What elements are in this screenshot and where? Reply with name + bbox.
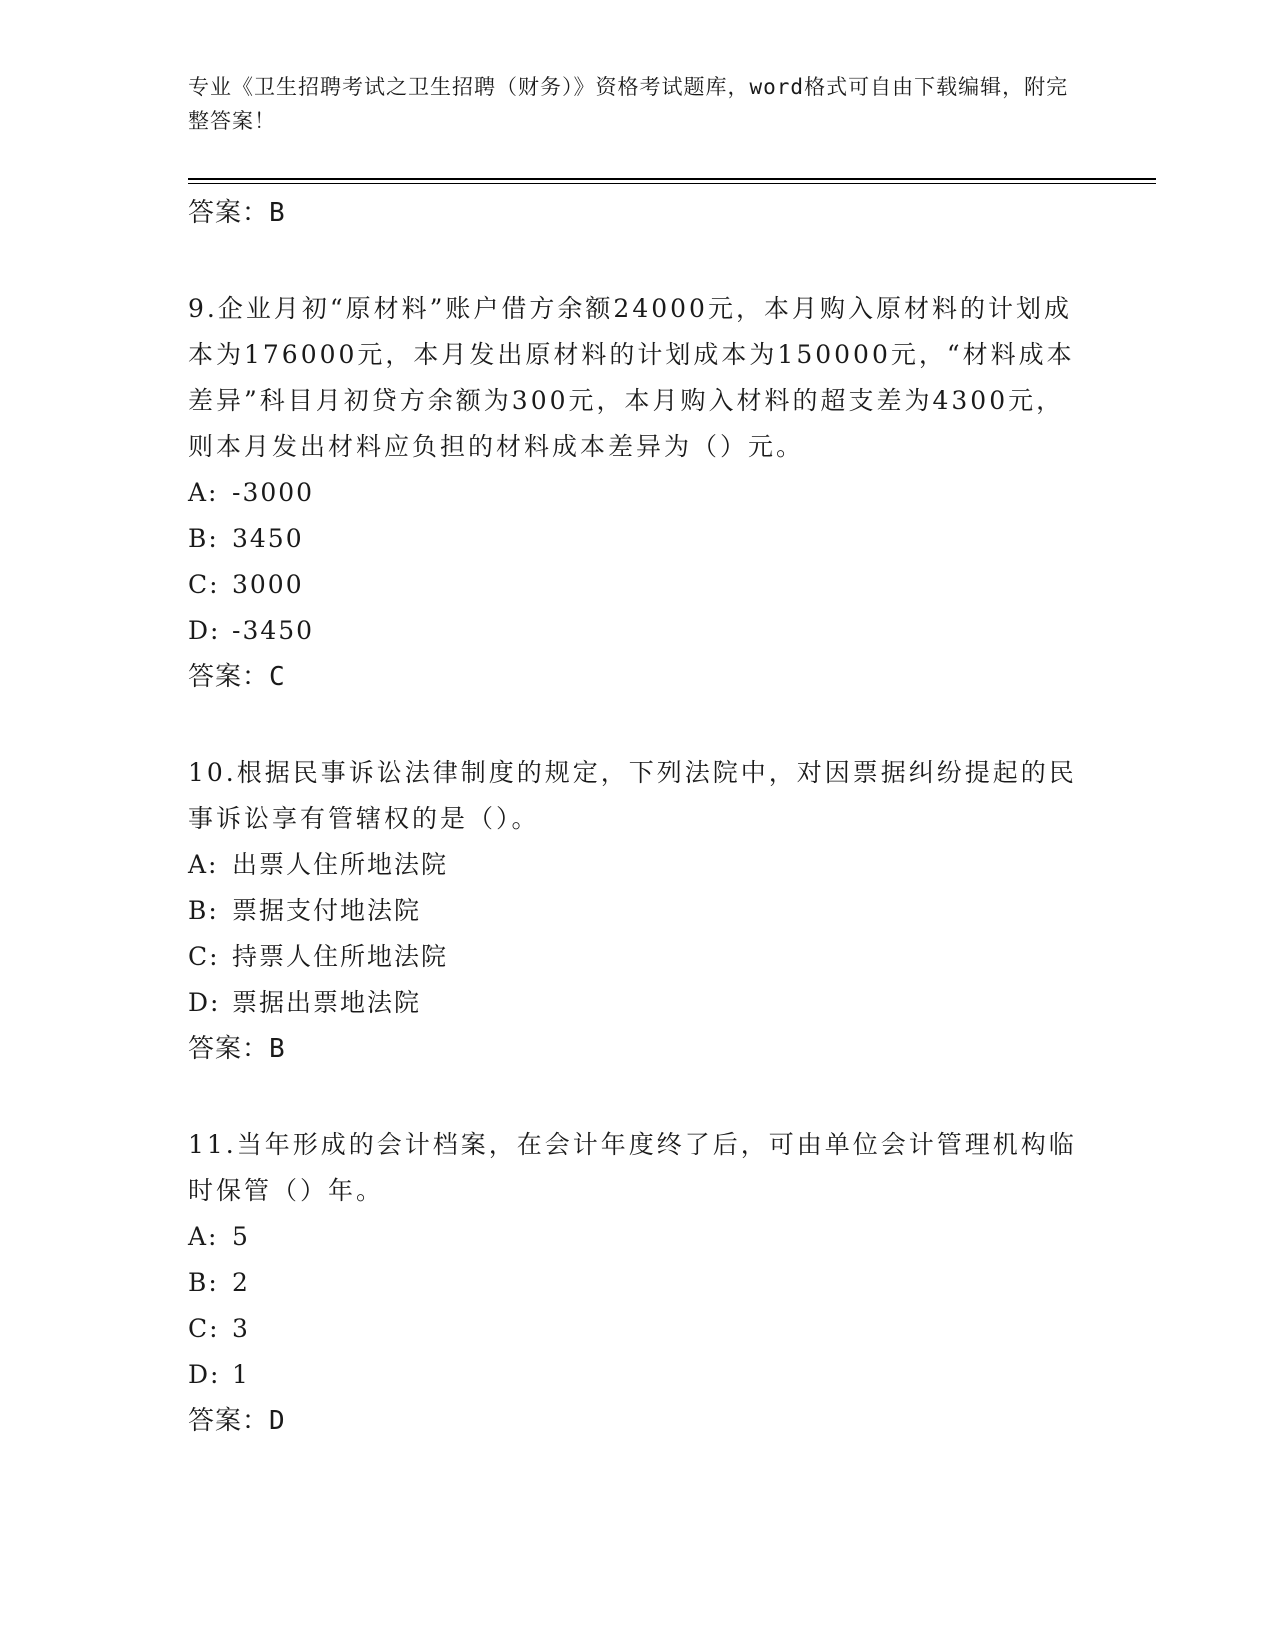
question-block [188, 1122, 1088, 1444]
option-item [188, 842, 1088, 888]
question-block [188, 286, 1088, 700]
option-value: 出票人住所地法院 [232, 850, 449, 879]
option-key: B: [188, 896, 219, 925]
option-item [188, 516, 1088, 562]
option-item [188, 1352, 1088, 1398]
header-rule-thin [188, 183, 1156, 184]
document-header: 专业《卫生招聘考试之卫生招聘（财务）》资格考试题库，word格式可自由下载编辑，附完整答案！ [188, 75, 1069, 133]
option-key: C: [188, 1314, 220, 1343]
option-key: A: [188, 478, 219, 507]
option-key: B: [188, 1268, 219, 1297]
option-item [188, 980, 1088, 1026]
option-item [188, 1306, 1088, 1352]
answer-line: 答案：C [188, 662, 286, 692]
answer-line: 答案：B [188, 198, 286, 228]
option-value: 票据支付地法院 [232, 896, 422, 925]
option-value: 3000 [232, 570, 304, 599]
option-value: 3450 [232, 524, 304, 553]
option-key: A: [188, 850, 219, 879]
option-item [188, 888, 1088, 934]
question-list [188, 190, 1088, 1444]
header-rule-thick [188, 178, 1156, 180]
answer-line: 答案：B [188, 1034, 286, 1064]
option-item [188, 1260, 1088, 1306]
option-key: C: [188, 570, 220, 599]
option-key: C: [188, 942, 220, 971]
option-item [188, 562, 1088, 608]
question-text: 11.当年形成的会计档案，在会计年度终了后，可由单位会计管理机构临时保管（）年。 [188, 1130, 1077, 1205]
option-value: -3450 [232, 616, 315, 645]
question-text: 10.根据民事诉讼法律制度的规定，下列法院中，对因票据纠纷提起的民事诉讼享有管辖权的是（）。 [188, 758, 1077, 833]
option-value: 票据出票地法院 [232, 988, 422, 1017]
option-value: 持票人住所地法院 [232, 942, 449, 971]
option-item [188, 470, 1088, 516]
option-key: D: [188, 988, 221, 1017]
option-value: 5 [232, 1222, 250, 1251]
question-block [188, 750, 1088, 1072]
option-key: D: [188, 1360, 221, 1389]
option-value: 1 [232, 1360, 250, 1389]
option-item [188, 1214, 1088, 1260]
question-text: 9.企业月初“原材料”账户借方余额24000元，本月购入原材料的计划成本为176000元，本月发出原材料的计划成本为150000元，“材料成本差异”科目月初贷方余额为300元，本月购入材料的超支差为4300元，则本月发出材料应负担的材料成本差异为（）元。 [188, 294, 1075, 461]
option-value: 2 [232, 1268, 250, 1297]
option-key: A: [188, 1222, 219, 1251]
answer-line: 答案：D [188, 1406, 286, 1436]
option-value: 3 [232, 1314, 250, 1343]
option-key: B: [188, 524, 219, 553]
option-key: D: [188, 616, 221, 645]
option-item [188, 608, 1088, 654]
option-item [188, 934, 1088, 980]
option-value: -3000 [232, 478, 315, 507]
